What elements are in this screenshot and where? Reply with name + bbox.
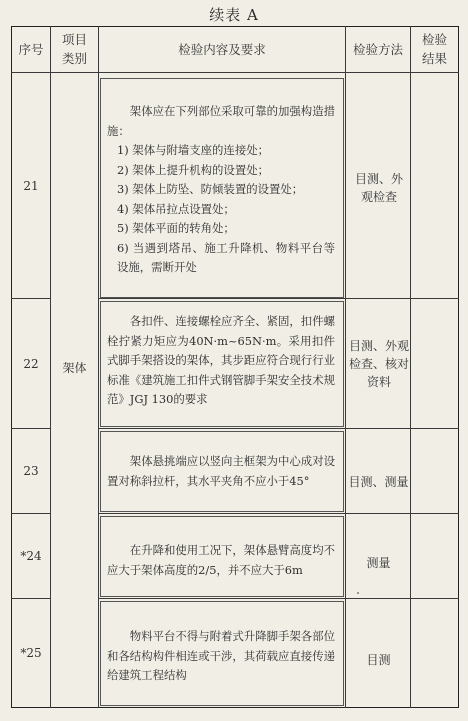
list-item: 1) 架体与附墙支座的连接处； [117, 143, 269, 157]
row-intro: 架体应在下列部位采取可靠的加强构造措施： [107, 104, 335, 138]
list-item: 6) 当遇到塔吊、施工升降机、物料平台等设施，需断开处 [117, 240, 335, 274]
header-seq: 序号 [18, 41, 44, 57]
list-item: 4) 架体吊拉点设置处； [117, 201, 235, 216]
row-method: 测量 [366, 556, 391, 570]
row-seq: *25 [20, 646, 42, 660]
page-title: 续表 A [209, 6, 259, 24]
row-divider [98, 513, 459, 514]
row-seq: 21 [23, 178, 39, 193]
row-content: 在升降和使用工况下，架体悬臂高度均不应大于架体高度的2/5，并不应大于6m [107, 543, 335, 577]
header-category-line2: 类别 [61, 51, 87, 66]
header-result-line2: 结果 [421, 51, 447, 66]
row-divider [98, 598, 459, 599]
inspection-table [11, 26, 459, 708]
table-bottom-border [11, 707, 459, 708]
row-content [107, 102, 335, 278]
col-divider [410, 26, 411, 708]
col-divider [98, 26, 99, 708]
row-method: 目测、外观检查 [354, 172, 403, 204]
header-result-line1: 检验 [421, 32, 447, 47]
row-content: 架体悬挑端应以竖向主框架为中心成对设置对称斜拉杆，其水平夹角不应小于45° [107, 454, 335, 488]
col-divider [345, 26, 346, 708]
row-seq: 23 [23, 464, 39, 478]
row-seq: 22 [23, 356, 39, 371]
row-content: 物料平台不得与附着式升降脚手架各部位和各结构构件相连或干涉，其荷载应直接传递给建筑工程结构 [107, 629, 335, 682]
header-divider [11, 72, 459, 73]
row-seq: *24 [20, 549, 42, 563]
row-divider [98, 298, 459, 299]
category-label: 架体 [62, 361, 87, 375]
table-right-border [458, 26, 459, 708]
row-method: 目测、测量 [348, 475, 409, 489]
row-method: 目测、外观检查、核对资料 [349, 339, 410, 389]
scan-speck [357, 592, 359, 594]
list-item: 2) 架体上提升机构的设置处； [117, 162, 269, 177]
header-method: 检验方法 [352, 41, 403, 57]
row-divider [98, 428, 459, 429]
list-item: 3) 架体上防坠、防倾装置的设置处； [117, 182, 304, 196]
row-content: 各扣件、连接螺栓应齐全、紧固，扣件螺栓拧紧力矩应为40N·m~65N·m。采用扣件式脚手架搭设的架体，其步距应符合现行行业标准《建筑施工扣件式钢管脚手架安全技术规范》JGJ 130的要求 [107, 314, 335, 406]
list-item: 5) 架体平面的转角处； [117, 221, 235, 235]
row-method: 目测 [366, 653, 391, 667]
header-category-line1: 项目 [61, 32, 87, 47]
header-content: 检验内容及要求 [178, 41, 266, 57]
